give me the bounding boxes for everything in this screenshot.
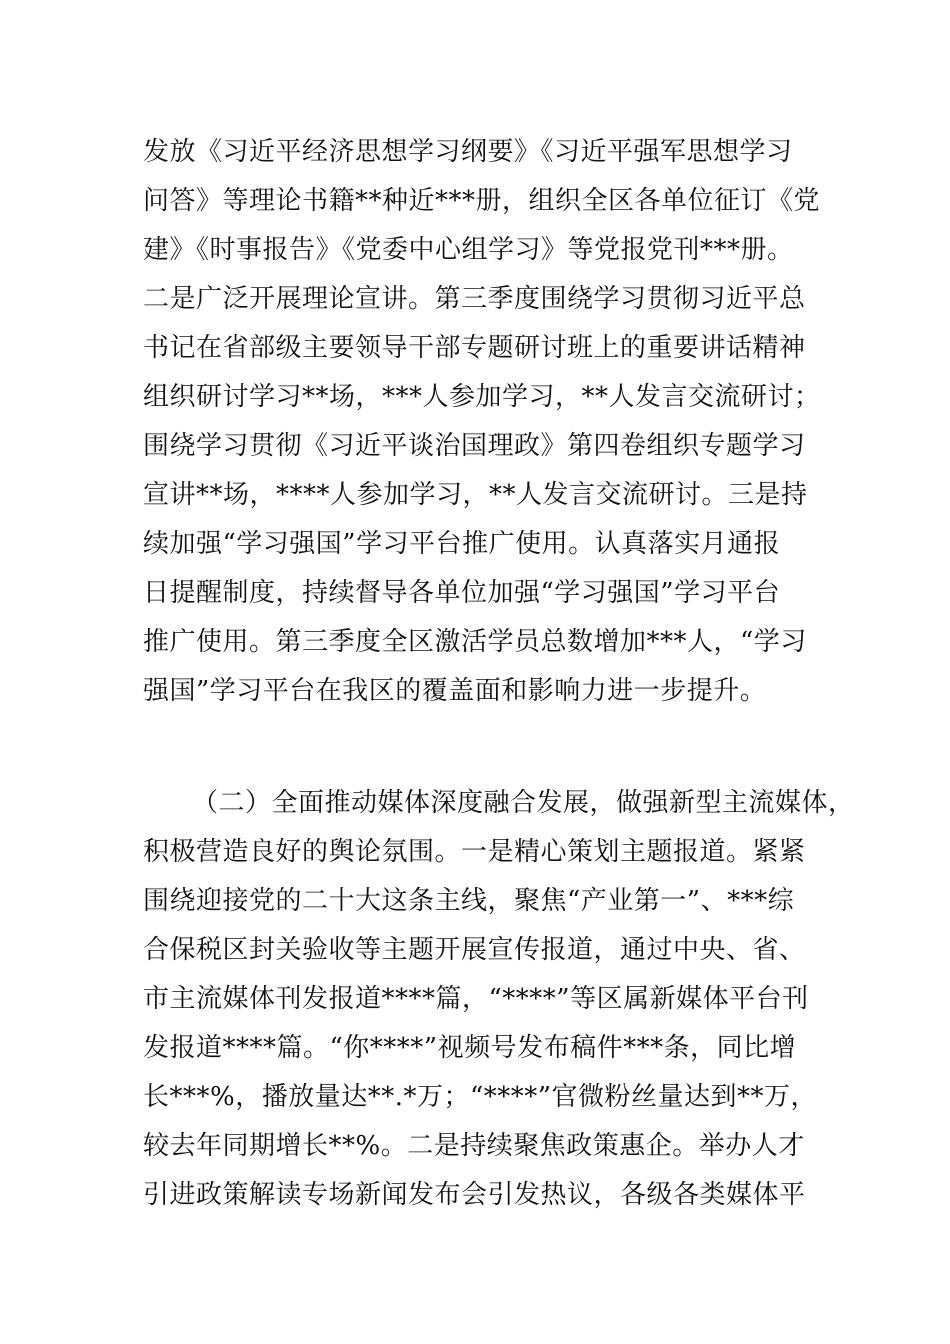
text-line: 市主流媒体刊发报道****篇，“****”等区属新媒体平台刊 <box>143 984 809 1014</box>
text-line: 续加强“学习强国”学习平台推广使用。认真落实月通报 <box>143 529 781 559</box>
text-line: 发放《习近平经济思想学习纲要》《习近平强军思想学习 <box>143 137 793 167</box>
text-line: 围绕学习贯彻《习近平谈治国理政》第四卷组织专题学习 <box>143 431 806 461</box>
text-line: 长***%，播放量达**.*万；“****”官微粉丝量达到**万， <box>143 1082 818 1112</box>
text-line: 宣讲**场，****人参加学习，**人发言交流研讨。三是持 <box>143 480 808 510</box>
section-heading-line: （二）全面推动媒体深度融合发展，做强新型主流媒体， <box>192 788 855 818</box>
text-line: 推广使用。第三季度全区激活学员总数增加***人，“学习 <box>143 627 807 657</box>
text-line: 强国”学习平台在我区的覆盖面和影响力进一步提升。 <box>143 676 767 706</box>
text-line: 较去年同期增长**%。二是持续聚焦政策惠企。举办人才 <box>143 1131 805 1161</box>
text-line: 合保税区封关验收等主题开展宣传报道，通过中央、省、 <box>143 935 806 965</box>
text-line: 建》《时事报告》《党委中心组学习》等党报党刊***册。 <box>143 235 794 265</box>
text-line: 发报道****篇。“你****”视频号发布稿件***条，同比增 <box>143 1033 797 1063</box>
text-line: 二是广泛开展理论宣讲。第三季度围绕学习贯彻习近平总 <box>143 284 806 314</box>
text-line: 组织研讨学习**场，***人参加学习，**人发言交流研讨； <box>143 382 821 412</box>
text-line: 问答》等理论书籍**种近***册，组织全区各单位征订《党 <box>143 186 821 216</box>
text-line: 书记在省部级主要领导干部专题研讨班上的重要讲话精神 <box>143 333 806 363</box>
text-line: 引进政策解读专场新闻发布会引发热议，各级各类媒体平 <box>143 1180 806 1210</box>
text-line: 积极营造良好的舆论氛围。一是精心策划主题报道。紧紧 <box>143 837 806 867</box>
text-line: 日提醒制度，持续督导各单位加强“学习强国”学习平台 <box>143 578 781 608</box>
text-line: 围绕迎接党的二十大这条主线，聚焦“产业第一”、***综 <box>143 886 795 916</box>
